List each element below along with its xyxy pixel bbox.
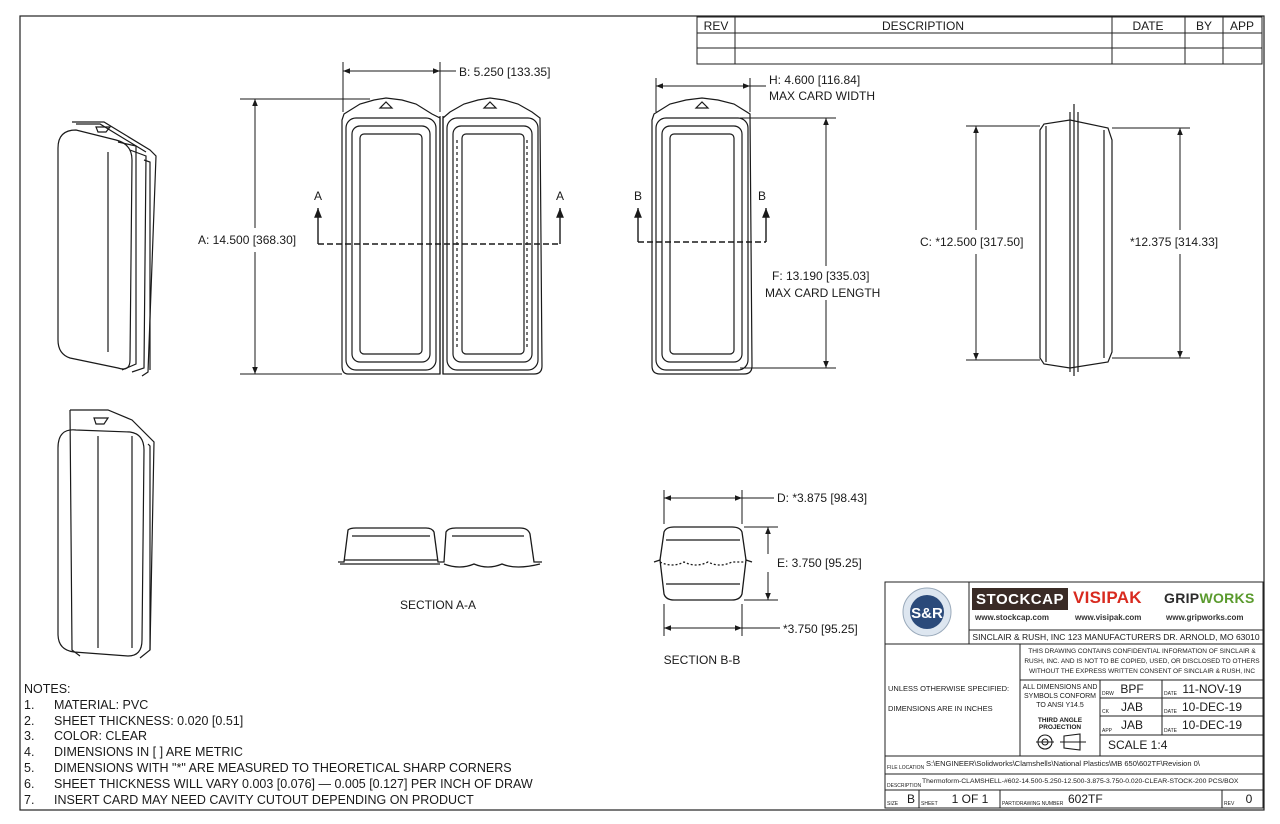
sheet-label: SHEET <box>921 801 938 807</box>
notes-block <box>24 682 533 808</box>
note-number: 4. <box>24 745 35 760</box>
card-view <box>652 98 752 374</box>
rev-header-rev: REV <box>703 19 729 33</box>
gripworks-url[interactable]: www.gripworks.com <box>1166 613 1244 622</box>
note-text: COLOR: CLEAR <box>54 729 148 744</box>
rev-header-app: APP <box>1229 19 1255 33</box>
date-label-chk: DATE <box>1164 709 1177 715</box>
note-item <box>24 714 533 730</box>
file-location: S:\ENGINEER\Solidworks\Clamshells\National Plastics\MB 650\602TF\Revision 0\ <box>926 759 1200 768</box>
dim-c2-label: *12.375 [314.33] <box>1130 235 1219 249</box>
note-text: INSERT CARD MAY NEED CAVITY CUTOUT DEPENDING ON PRODUCT <box>54 792 474 807</box>
size-label: SIZE <box>887 801 899 807</box>
drw-value: BPF <box>1120 682 1144 696</box>
rev-value: 0 <box>1245 792 1253 806</box>
note-number: 1. <box>24 697 35 712</box>
ansi-line-1: ALL DIMENSIONS AND <box>1022 684 1098 691</box>
ansi-line-3: TO ANSI Y14.5 <box>1036 702 1084 709</box>
note-item <box>24 761 533 777</box>
dimension-e <box>744 527 778 600</box>
stockcap-url[interactable]: www.stockcap.com <box>975 613 1049 622</box>
dim-a-label: A: 14.500 [368.30] <box>198 233 297 247</box>
date-drw: 11-NOV-19 <box>1182 682 1242 696</box>
note-number: 3. <box>24 729 35 744</box>
dims-in-inches: DIMENSIONS ARE IN INCHES <box>888 704 993 713</box>
app-value: JAB <box>1120 718 1144 732</box>
scale: SCALE 1:4 <box>1108 738 1168 752</box>
notes-title: NOTES: <box>24 682 71 696</box>
ansi-line-2: SYMBOLS CONFORM <box>1024 693 1096 700</box>
unless-specified: UNLESS OTHERWISE SPECIFIED: <box>888 684 1010 693</box>
date-chk: 10-DEC-19 <box>1181 700 1243 714</box>
note-text: MATERIAL: PVC <box>54 697 149 712</box>
date-label-drw: DATE <box>1164 691 1177 697</box>
note-item <box>24 793 533 809</box>
section-mark-b-right: B <box>757 189 767 203</box>
third-angle-projection-icon <box>1036 734 1086 750</box>
note-text: DIMENSIONS IN [ ] ARE METRIC <box>54 745 243 760</box>
chk-label: CK <box>1102 709 1109 715</box>
note-item <box>24 698 533 714</box>
section-bb-label: SECTION B-B <box>663 653 741 667</box>
projection-line-1: THIRD ANGLE <box>1037 717 1083 724</box>
note-text: SHEET THICKNESS: 0.020 [0.51] <box>54 713 244 728</box>
rev-header-description: DESCRIPTION <box>881 19 965 33</box>
note-number: 5. <box>24 760 35 775</box>
section-aa-view <box>338 528 542 567</box>
dim-h-label: H: 4.600 [116.84] <box>769 73 861 87</box>
description-label: DESCRIPTION <box>887 783 922 789</box>
dim-c-label: C: *12.500 [317.50] <box>920 235 1024 249</box>
note-item <box>24 777 533 793</box>
rev-header-by: BY <box>1195 19 1213 33</box>
file-location-label: FILE LOCATION <box>887 765 925 771</box>
confidential-line-1: THIS DRAWING CONTAINS CONFIDENTIAL INFORMATION OF SINCLAIR & <box>1028 648 1256 655</box>
note-text: DIMENSIONS WITH "*" ARE MEASURED TO THEORETICAL SHARP CORNERS <box>54 760 512 775</box>
chk-value: JAB <box>1120 700 1144 714</box>
side-view <box>1040 104 1112 376</box>
app-label: APP <box>1102 728 1113 734</box>
part-label: PART/DRAWING NUMBER <box>1002 801 1064 807</box>
note-text: SHEET THICKNESS WILL VARY 0.003 [0.076] — 0.005 [0.127] PER INCH OF DRAW <box>54 776 533 791</box>
dim-d-label: D: *3.875 [98.43] <box>777 491 868 505</box>
note-number: 2. <box>24 713 35 728</box>
dim-g-label: *3.750 [95.25] <box>783 622 858 636</box>
description: Thermoform-CLAMSHELL-#602-14.500-5.250-12.500-3.875-3.750-0.020-CLEAR-STOCK-200 PCS/BOX <box>922 778 1239 785</box>
section-mark-b-left: B <box>633 189 643 203</box>
part-value: 602TF <box>1068 792 1103 806</box>
dim-f-note: MAX CARD LENGTH <box>765 286 881 300</box>
size-value: B <box>906 792 916 806</box>
section-mark-a-right: A <box>555 189 565 203</box>
dimension-g <box>664 604 780 636</box>
gripworks-logo: GRIPWORKS <box>1164 590 1255 606</box>
dimension-h <box>656 78 766 112</box>
front-view <box>342 98 542 374</box>
drw-label: DRW <box>1102 691 1114 697</box>
dim-e-label: E: 3.750 [95.25] <box>777 556 862 570</box>
note-number: 7. <box>24 792 35 807</box>
rev-header-date: DATE <box>1132 19 1164 33</box>
date-label-app: DATE <box>1164 728 1177 734</box>
dim-h-note: MAX CARD WIDTH <box>769 89 875 103</box>
note-item <box>24 729 533 745</box>
confidential-line-3: WITHOUT THE EXPRESS WRITTEN CONSENT OF SINCLAIR & RUSH, INC <box>1028 668 1256 675</box>
stockcap-logo: STOCKCAP <box>972 588 1068 610</box>
dimension-f <box>740 118 836 368</box>
section-bb-view <box>654 527 752 600</box>
sr-logo-text: S&R <box>911 605 943 622</box>
dim-b-label: B: 5.250 [133.35] <box>459 65 551 79</box>
sheet-value: 1 OF 1 <box>951 792 989 806</box>
date-app: 10-DEC-19 <box>1181 718 1243 732</box>
visipak-url[interactable]: www.visipak.com <box>1075 613 1142 622</box>
brand-logos <box>969 584 1262 630</box>
note-number: 6. <box>24 776 35 791</box>
rev-label: REV <box>1224 801 1235 807</box>
visipak-logo: VISIPAK <box>1073 588 1142 607</box>
isometric-view-top <box>58 122 156 376</box>
section-line-bb <box>638 208 766 242</box>
section-aa-label: SECTION A-A <box>399 598 477 612</box>
confidential-line-2: RUSH, INC. AND IS NOT TO BE COPIED, USED, OR DISCLOSED TO OTHERS <box>1024 658 1260 665</box>
note-item <box>24 745 533 761</box>
dimension-d <box>664 490 774 524</box>
revision-block <box>697 17 1262 64</box>
dim-f-label: F: 13.190 [335.03] <box>772 269 870 283</box>
isometric-view-bottom <box>58 410 154 658</box>
projection-line-2: PROJECTION <box>1038 724 1082 731</box>
section-mark-a-left: A <box>313 189 323 203</box>
company-line: SINCLAIR & RUSH, INC 123 MANUFACTURERS DR. ARNOLD, MO 63010 <box>972 632 1260 642</box>
